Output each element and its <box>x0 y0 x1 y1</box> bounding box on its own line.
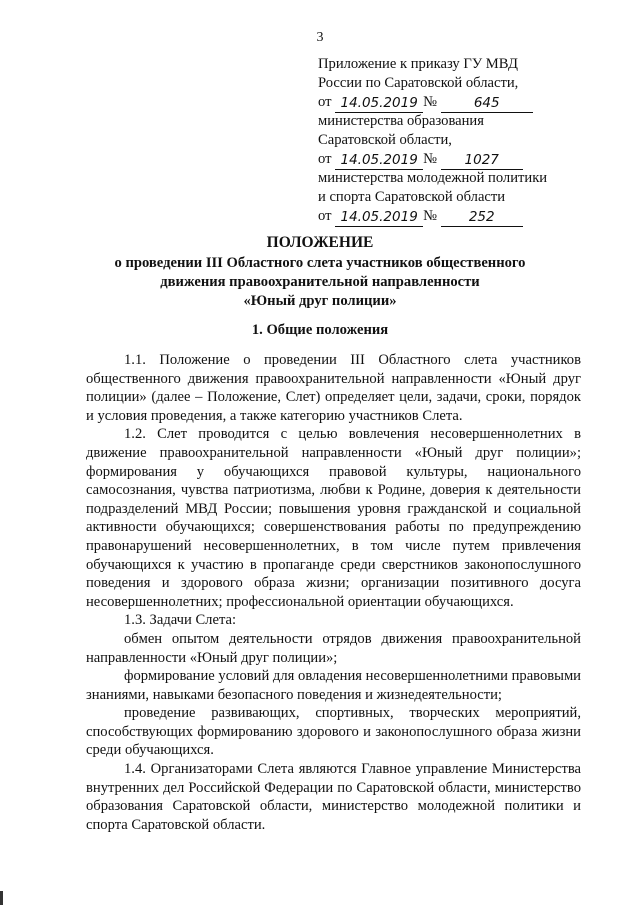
order-from-label: от <box>318 94 336 110</box>
paragraph-1-4: 1.4. Организаторами Слета являются Главное управление Министерства внутренних дел Российской Федерации по Саратовской области, министерство образования Саратовской области, министерство молодежной политики и спорта Саратовской области. <box>86 761 581 833</box>
handwritten-date: 14.05.2019 <box>335 152 423 170</box>
handwritten-number: 252 <box>441 209 523 227</box>
page-number: 3 <box>316 30 324 45</box>
order-ref-mvd <box>318 93 598 112</box>
document-body <box>86 351 581 834</box>
title-main: ПОЛОЖЕНИЕ <box>266 234 374 251</box>
order-number-label: № <box>423 94 441 110</box>
appendix-block <box>318 55 598 226</box>
title-line: «Юный друг полиции» <box>243 293 397 309</box>
appendix-line: Приложение к приказу ГУ МВД <box>318 56 518 72</box>
title-line: движения правоохранительной направленности <box>160 274 480 290</box>
order-from-label: от <box>318 151 336 167</box>
appendix-line: и спорта Саратовской области <box>318 189 506 205</box>
handwritten-number: 645 <box>441 95 533 113</box>
handwritten-date: 14.05.2019 <box>335 209 423 227</box>
task-item: обмен опытом деятельности отрядов движения правоохранительной направленности «Юный друг полиции»; <box>86 630 581 666</box>
document-title <box>0 233 640 311</box>
paragraph-1-2: 1.2. Слет проводится с целью вовлечения несовершеннолетних в движение правоохранительной направленности «Юный друг полиции»; формирования у обучающихся правовой культуры, национального самосознания, чувства патриотизма, любви к Родине, доверия к деятельности подразделений МВД России; повышения уровня гражданской и социальной активности обучающихся; совершенствования работы по предупреждению правонарушений несовершеннолетних, в том числе путем привлечения обучающихся к участию в пропаганде среди сверстников законопослушного поведения и здорового образа жизни; организации позитивного досуга несовершеннолетних; профессиональной ориентации обучающихся. <box>86 426 581 610</box>
section-heading: 1. Общие положения <box>251 322 389 338</box>
order-ref-education <box>318 150 598 169</box>
appendix-line: министерства образования <box>318 113 484 129</box>
scan-edge-mark <box>0 891 3 905</box>
appendix-line: Саратовской области, <box>318 132 452 148</box>
order-from-label: от <box>318 208 336 224</box>
title-line: о проведении III Областного слета участников общественного <box>114 255 526 271</box>
task-item: проведение развивающих, спортивных, творческих мероприятий, способствующих формированию здорового и законопослушного образа жизни среди обучающихся. <box>86 705 581 759</box>
order-ref-youth <box>318 207 598 226</box>
order-number-label: № <box>423 208 441 224</box>
task-item: формирование условий для овладения несовершеннолетними правовыми знаниями, навыками безопасного поведения и жизнедеятельности; <box>86 668 581 703</box>
paragraph-1-1: 1.1. Положение о проведении III Областного слета участников общественного движения правоохранительной направленности «Юный друг полиции» (далее – Положение, Слет) определяет цели, задачи, сроки, порядок и условия проведения, а также категорию участников Слета. <box>86 352 581 424</box>
order-number-label: № <box>423 151 441 167</box>
appendix-line: министерства молодежной политики <box>318 170 548 186</box>
paragraph-1-3: 1.3. Задачи Слета: <box>124 612 237 629</box>
appendix-line: России по Саратовской области, <box>318 75 519 91</box>
handwritten-date: 14.05.2019 <box>335 95 423 113</box>
handwritten-number: 1027 <box>441 152 523 170</box>
